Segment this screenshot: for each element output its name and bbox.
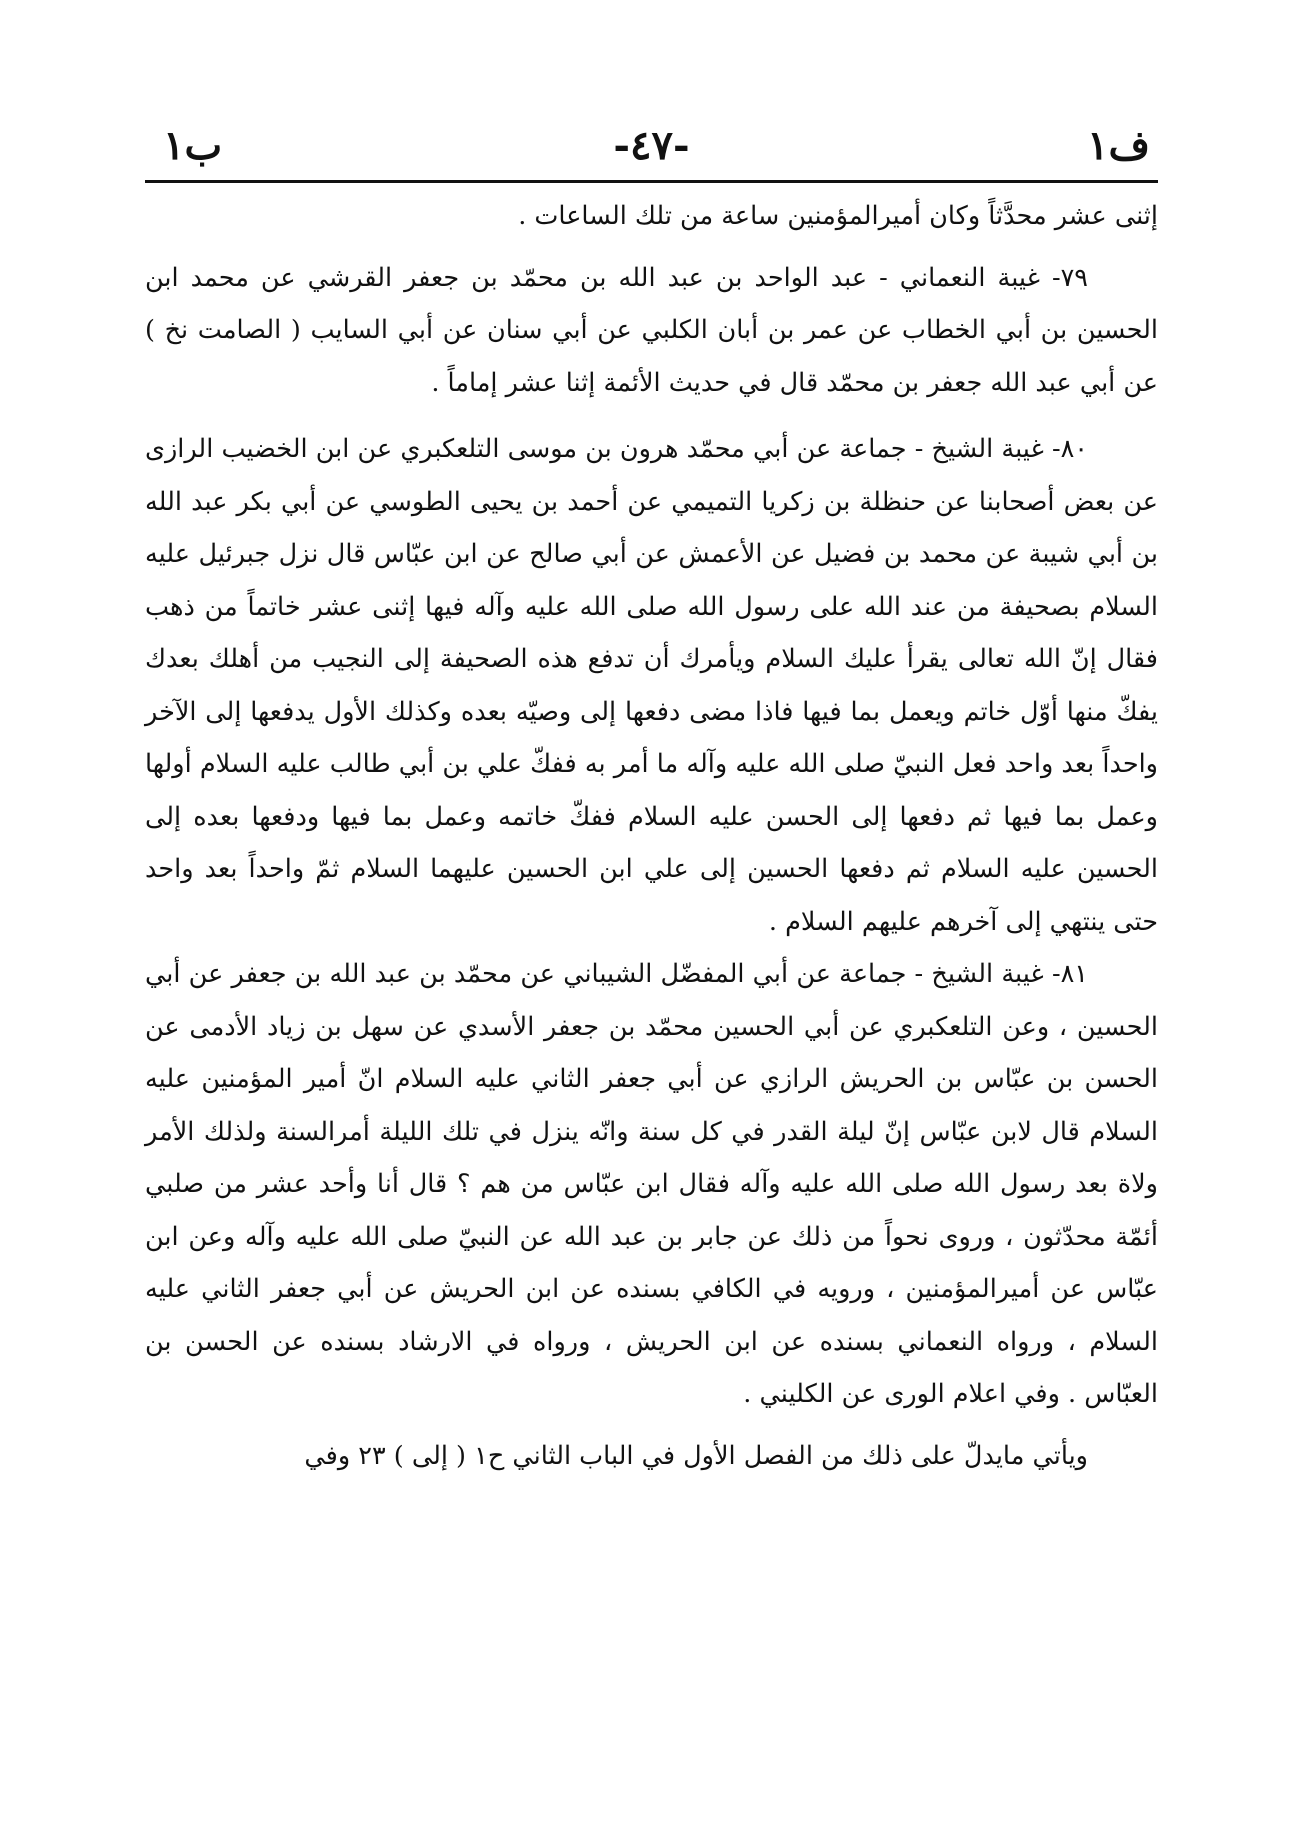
hadith-81-paragraph: ٨١- غيبة الشيخ - جماعة عن أبي المفضّل الشيباني عن محمّد بن عبد الله بن جعفر عن أبي الحسين ، وعن التلعكبري عن أبي الحسين محمّد بن جعفر الأسدي عن سهل بن زياد الأدمى عن الحسن بن عبّاس بن الحريش الرازي عن أبي جعفر الثاني عليه السلام انّ أمير المؤمنين عليه السلام قال لابن عبّاس إنّ ليلة القدر في كل سنة وانّه ينزل في تلك الليلة أمرالسنة ولذلك الأمر ولاة بعد رسول الله صلى الله عليه وآله فقال ابن عبّاس من هم ؟ قال أنا وأحد عشر من صلبي أئمّة محدّثون ، وروى نحواً من ذلك عن جابر بن عبد الله عن النبيّ صلى الله عليه وآله وعن ابن عبّاس عن أميرالمؤمنين ، ورويه في الكافي بسنده عن ابن الحريش عن أبي جعفر الثاني عليه السلام ، ورواه النعماني بسنده عن ابن الحريش ، ورواه في الارشاد بسنده عن الحسن بن العبّاس . وفي اعلام الورى عن الكليني . xyxy=(145,959,1158,1409)
footer-note-paragraph: ويأتي مايدلّ على ذلك من الفصل الأول في الباب الثاني ح١ ( إلى ) ٢٣ وفي xyxy=(304,1440,1088,1471)
header-right-label: ف١ xyxy=(1087,122,1150,169)
page-header xyxy=(145,112,1158,182)
header-left-label: ب١ xyxy=(163,122,223,169)
header-rule xyxy=(145,180,1158,183)
page-body xyxy=(145,190,1158,1482)
hadith-80-paragraph: ٨٠- غيبة الشيخ - جماعة عن أبي محمّد هرون بن موسى التلعكبري عن ابن الخضيب الرازى عن بعض أصحابنا عن حنظلة بن زكريا التميمي عن أحمد بن يحيى الطوسي عن أبي بكر عبد الله بن أبي شيبة عن محمد بن فضيل عن الأعمش عن أبي صالح عن ابن عبّاس قال نزل جبرئيل عليه السلام بصحيفة من عند الله على رسول الله صلى الله عليه وآله فيها إثنى عشر خاتماً من ذهب فقال إنّ الله تعالى يقرأ عليك السلام ويأمرك أن تدفع هذه الصحيفة إلى النجيب من أهلك بعدك يفكّ منها أوّل خاتم ويعمل بما فيها فاذا مضى دفعها إلى وصيّه بعده وكذلك الأول يدفعها إلى الآخر واحداً بعد واحد فعل النبيّ صلى الله عليه وآله ما أمر به ففكّ علي بن أبي طالب عليه السلام أولها وعمل بما فيها ثم دفعها إلى الحسن عليه السلام ففكّ خاتمه وعمل بما فيها ودفعها بعده إلى الحسين عليه السلام ثم دفعها الحسين إلى علي ابن الحسين عليهما السلام ثمّ واحداً بعد واحد حتى ينتهي إلى آخرهم عليهم السلام . xyxy=(145,434,1158,937)
continuation-paragraph: إثنى عشر محدَّثاً وكان أميرالمؤمنين ساعة من تلك الساعات . xyxy=(518,201,1158,231)
page-number: -٤٧- xyxy=(613,122,690,169)
hadith-79-paragraph: ٧٩- غيبة النعماني - عبد الواحد بن عبد الله بن محمّد بن جعفر القرشي عن محمد ابن الحسين بن أبي الخطاب عن عمر بن أبان الكلبي عن أبي سنان عن أبي السايب ( الصامت نخ ) عن أبي عبد الله جعفر بن محمّد قال في حديث الأئمة إثنا عشر إماماً . xyxy=(145,262,1158,398)
